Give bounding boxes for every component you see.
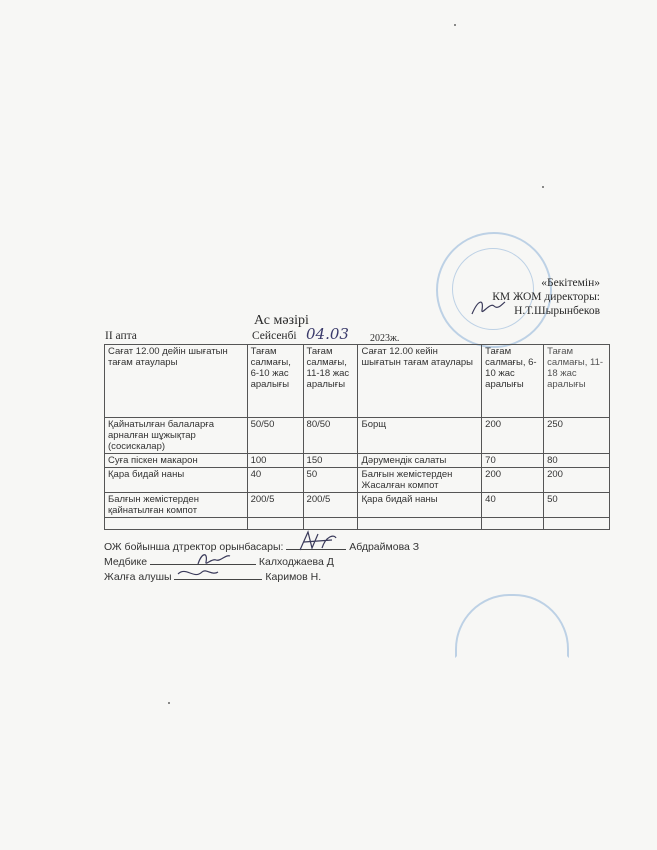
table-cell: 40: [247, 468, 303, 493]
table-cell: Суға піскен макарон: [105, 454, 248, 468]
header-cell: Сағат 12.00 дейін шығатын тағам атаулары: [105, 345, 248, 418]
table-row: [105, 493, 610, 518]
table-cell: 150: [303, 454, 358, 468]
menu-table: [104, 344, 610, 530]
official-stamp-lower: [455, 594, 569, 658]
director-signature: [468, 296, 508, 320]
header-cell: Тағам салмағы, 6-10 жас аралығы: [482, 345, 544, 418]
table-cell: 50: [544, 493, 610, 518]
header-cell: Тағам салмағы, 11-18 жас аралығы: [303, 345, 358, 418]
table-row: [105, 454, 610, 468]
scan-speck: [168, 702, 170, 704]
table-cell-empty: [544, 518, 610, 530]
table-header-row: [105, 345, 610, 418]
table-cell: 200/5: [303, 493, 358, 518]
tenant-signature: [176, 564, 220, 582]
table-cell: Қара бидай наны: [358, 493, 482, 518]
table-cell: 80/50: [303, 418, 358, 454]
table-cell-empty: [105, 518, 248, 530]
table-cell: 250: [544, 418, 610, 454]
table-row: [105, 468, 610, 493]
table-cell-empty: [482, 518, 544, 530]
deputy-name: Абдраймова З: [349, 541, 420, 553]
table-cell: 200/5: [247, 493, 303, 518]
header-cell: Тағам салмағы, 6-10 жас аралығы: [247, 345, 303, 418]
approval-line2: КМ ЖОМ директоры:: [492, 291, 600, 303]
deputy-label: ОЖ бойынша дтректор орынбасары:: [104, 541, 284, 553]
table-cell: 200: [544, 468, 610, 493]
table-cell: Балғын жемістерден Жасалған компот: [358, 468, 482, 493]
week-label: II апта: [105, 330, 137, 342]
header-cell: Тағам салмағы, 11-18 жас аралығы: [544, 345, 610, 418]
table-cell: Борщ: [358, 418, 482, 454]
day-label: Сейсенбі: [252, 330, 297, 342]
table-row-empty: [105, 518, 610, 530]
header-cell: Сағат 12.00 кейін шығатын тағам атаулары: [358, 345, 482, 418]
approval-block: [420, 276, 600, 318]
date-handwritten: 04.03: [306, 325, 349, 343]
nurse-label: Медбике: [104, 556, 148, 568]
approval-line3: Н.Т.Шырынбеков: [514, 305, 600, 317]
tenant-label: Жалға алушы: [104, 571, 172, 583]
table-row: [105, 418, 610, 454]
table-cell: 50: [303, 468, 358, 493]
table-cell: Қара бидай наны: [105, 468, 248, 493]
scan-speck: [454, 24, 456, 26]
deputy-signature: [294, 528, 340, 554]
table-cell: Балғын жемістерден қайнатылған компот: [105, 493, 248, 518]
year-label: 2023ж.: [370, 333, 400, 344]
table-cell: 50/50: [247, 418, 303, 454]
tenant-name: Каримов Н.: [265, 571, 322, 583]
table-cell: Дәрумендік салаты: [358, 454, 482, 468]
table-cell-empty: [358, 518, 482, 530]
table-cell: 40: [482, 493, 544, 518]
scan-speck: [542, 186, 544, 188]
table-cell: 200: [482, 418, 544, 454]
table-cell: 100: [247, 454, 303, 468]
table-cell: 200: [482, 468, 544, 493]
approval-line1: «Бекітемін»: [541, 277, 600, 289]
table-cell: Қайнатылған балаларға арналған шұжықтар (сосискалар): [105, 418, 248, 454]
nurse-name: Калходжаева Д: [258, 556, 334, 568]
table-cell: 70: [482, 454, 544, 468]
deputy-signature-line: [104, 541, 419, 553]
page-title: Ас мәзірі: [254, 313, 309, 328]
table-cell: 80: [544, 454, 610, 468]
